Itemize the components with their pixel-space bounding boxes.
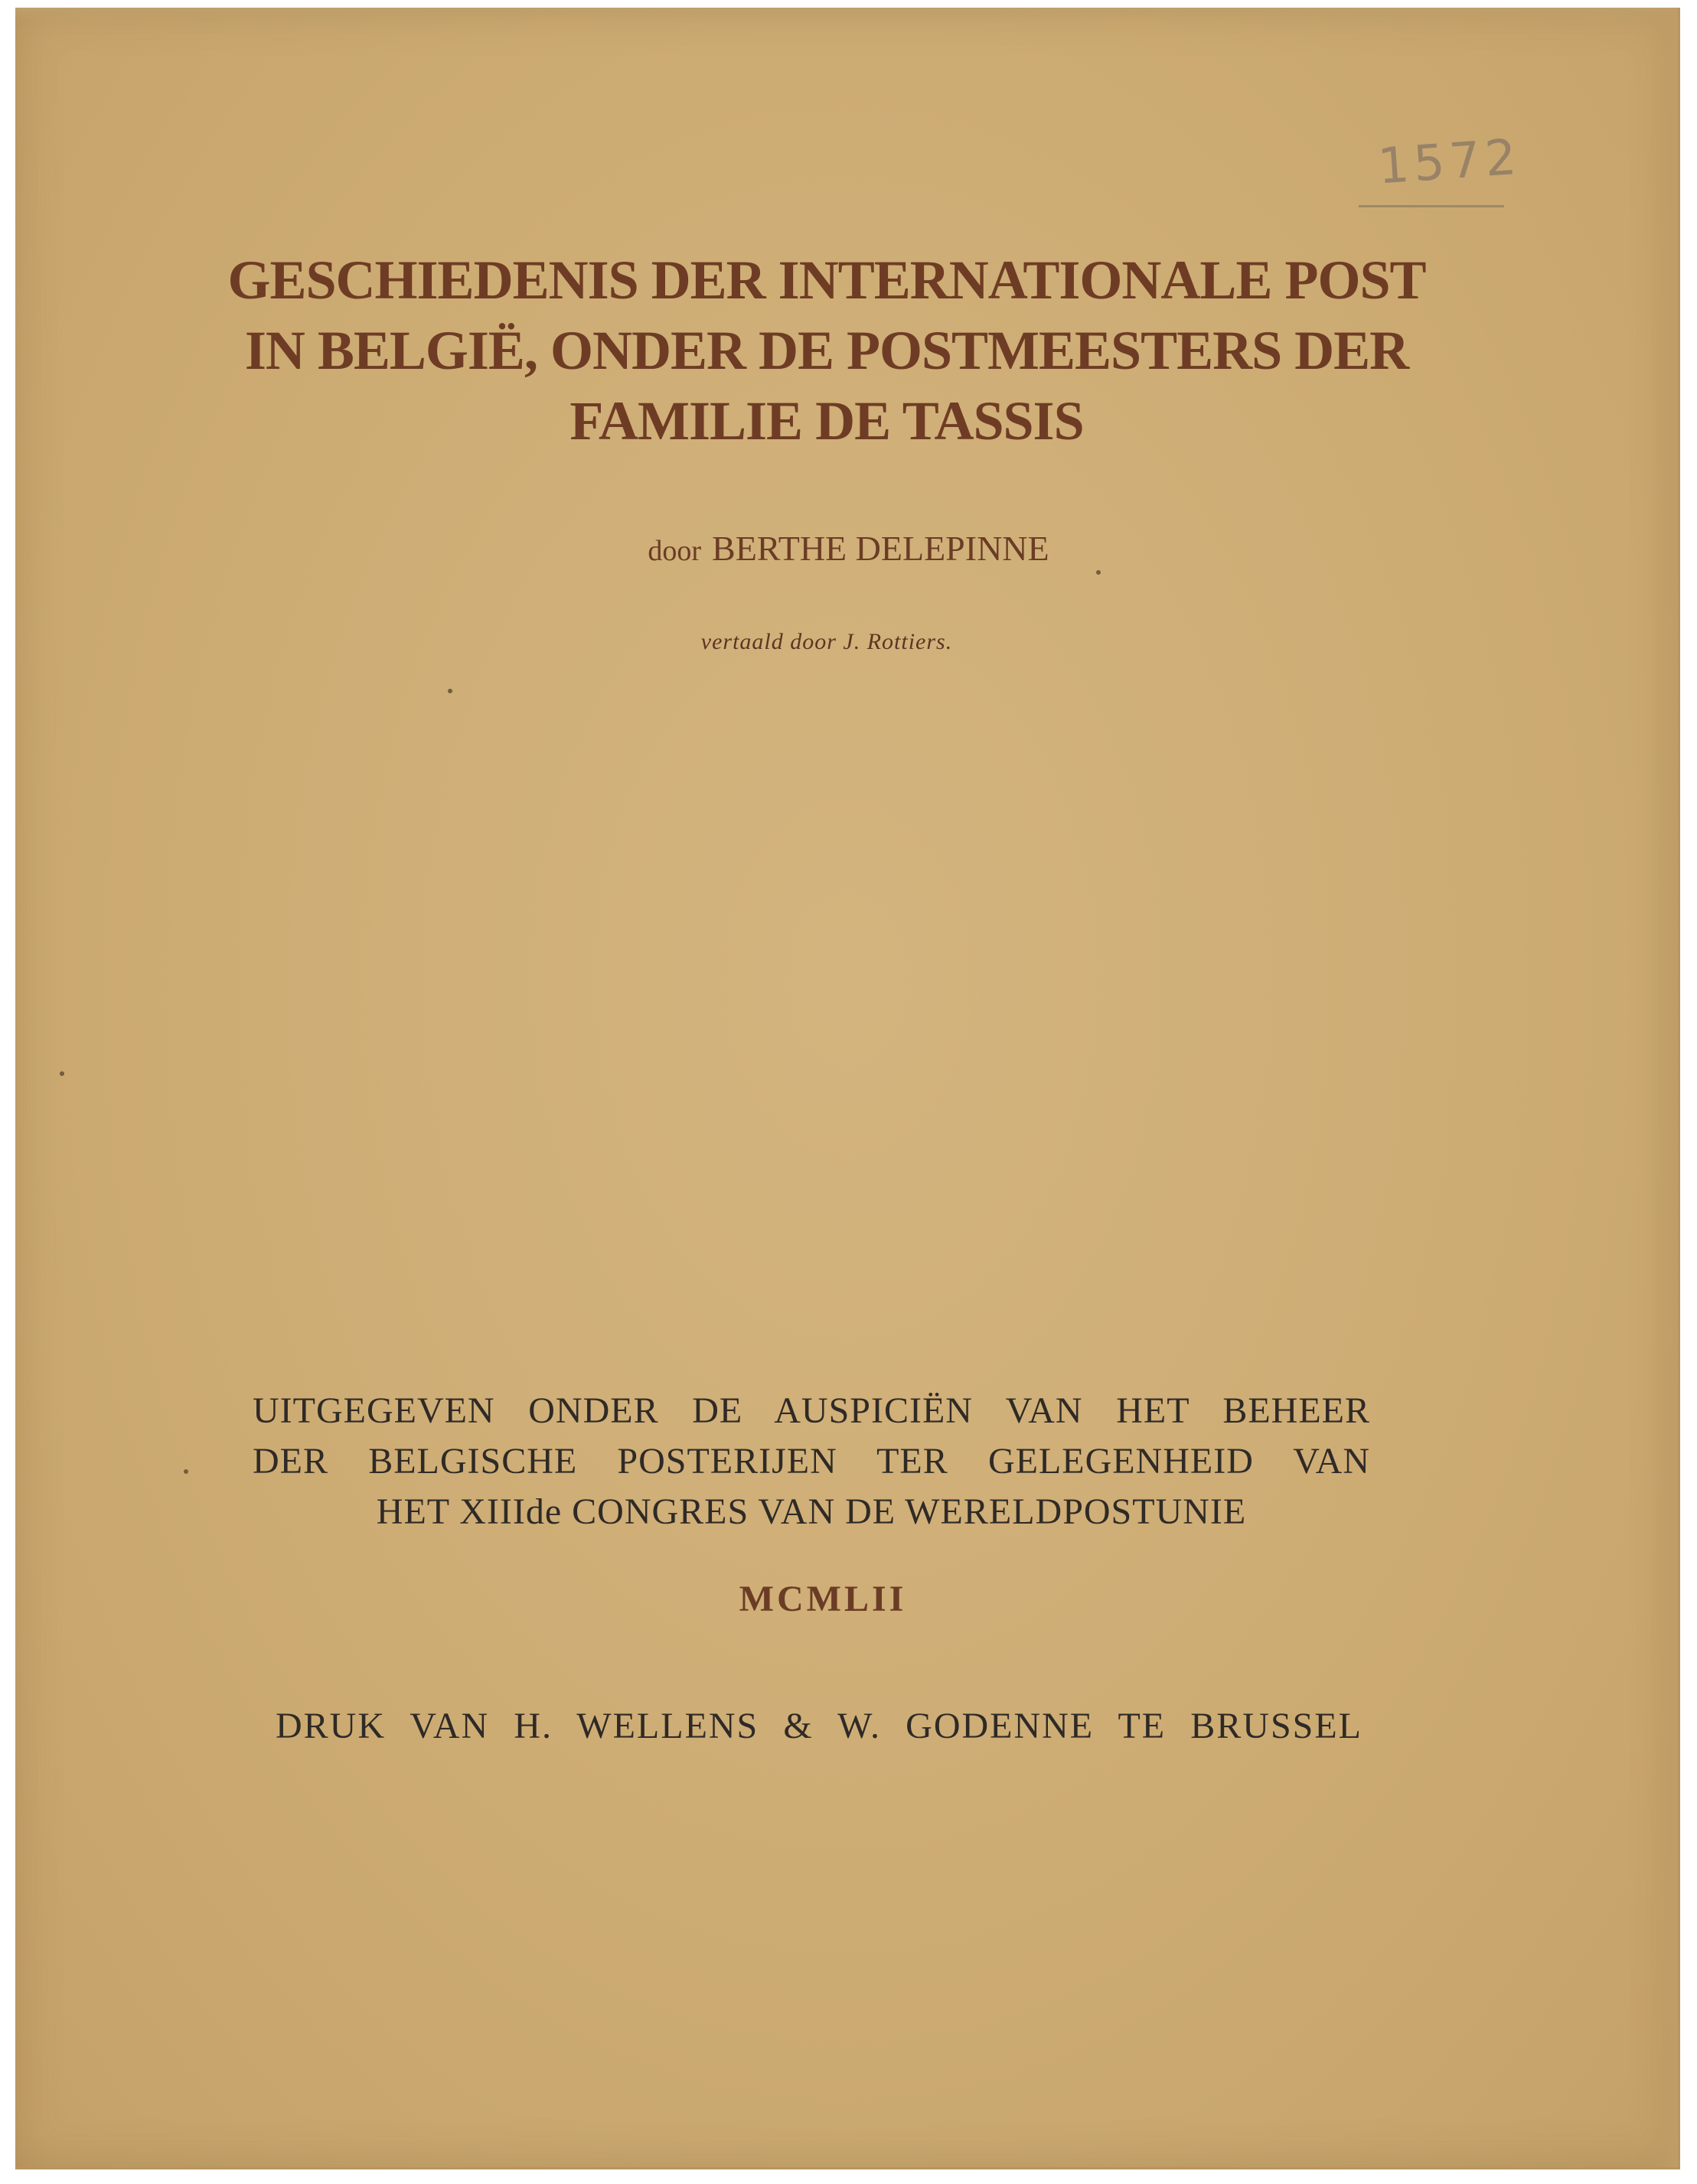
paper-speck [60,1071,64,1076]
paper-speck [1096,570,1101,575]
publisher-line-1: UITGEGEVEN ONDER DE AUSPICIËN VAN HET BEHEER [253,1390,1370,1431]
publication-year: MCMLII [739,1579,907,1619]
publisher-line-2: DER BELGISCHE POSTERIJEN TER GELEGENHEID VAN [253,1441,1370,1482]
publisher-line-3: HET XIIIde CONGRES VAN DE WERELDPOSTUNIE [376,1491,1247,1532]
author-prefix: door [648,535,702,567]
pencil-annotation: 1572 [1376,129,1523,196]
cover-fold-right [1647,8,1678,2167]
title-line-2: IN BELGIË, ONDER DE POSTMEESTERS DER [244,320,1409,381]
author-line [0,528,1697,569]
author-name: BERTHE DELEPINNE [712,529,1049,568]
title-line-3: FAMILIE DE TASSIS [569,390,1084,451]
title-line-1: GESCHIEDENIS DER INTERNATIONALE POST [227,249,1426,311]
paper-speck [184,1469,188,1474]
pencil-underline [1359,205,1504,207]
printer-line: DRUK VAN H. WELLENS & W. GODENNE TE BRUSSEL [276,1706,1362,1746]
cover-fold-top [15,8,1678,21]
paper-speck [448,689,452,693]
translator-credit: vertaald door J. Rottiers. [700,629,953,654]
